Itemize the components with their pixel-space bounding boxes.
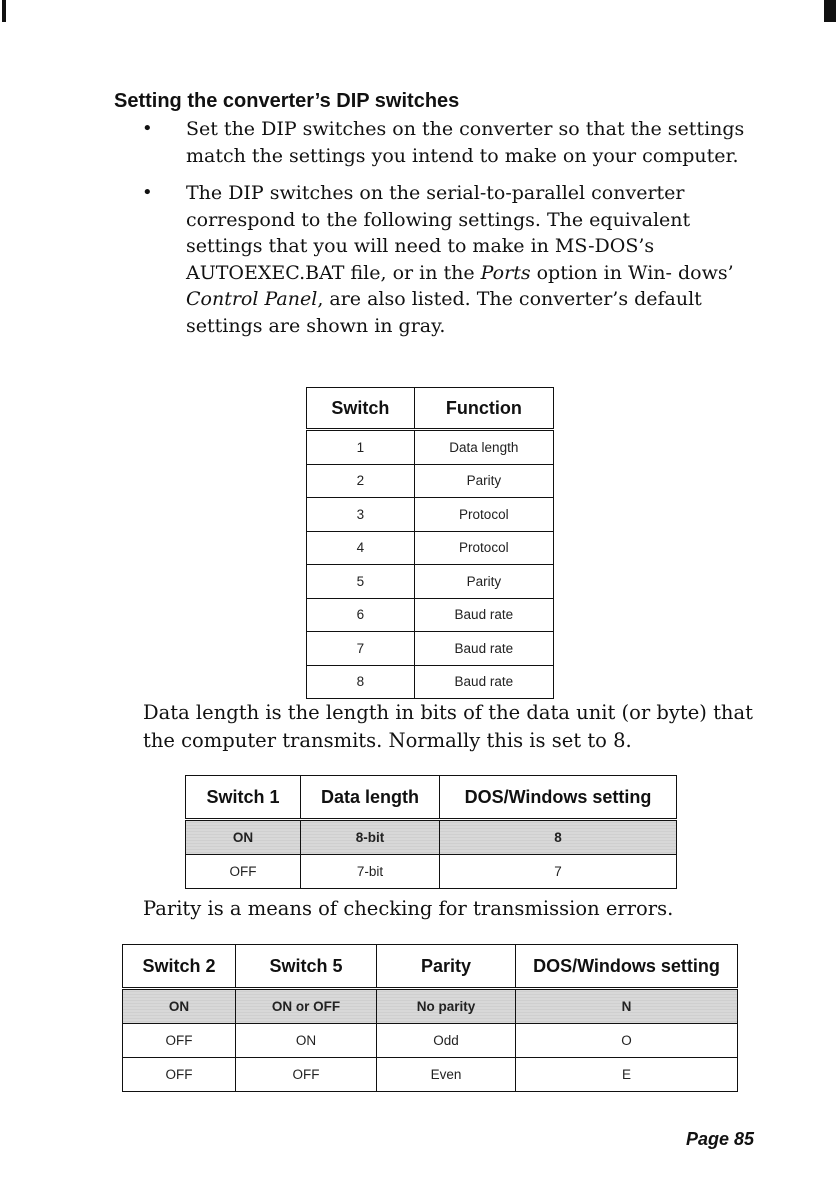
table-cell: 1 bbox=[307, 430, 415, 465]
control-panel-term: Control Panel bbox=[186, 288, 318, 310]
table-row bbox=[186, 855, 677, 889]
page-number: Page 85 bbox=[686, 1129, 755, 1149]
table-cell: Even bbox=[377, 1058, 516, 1092]
column-header: Switch bbox=[307, 388, 415, 430]
table-cell: Baud rate bbox=[414, 598, 553, 632]
column-header: Switch 5 bbox=[236, 945, 377, 989]
table-cell: Parity bbox=[414, 464, 553, 498]
bullet-item bbox=[114, 116, 754, 169]
table-cell: 2 bbox=[307, 464, 415, 498]
bullet-item bbox=[114, 180, 754, 339]
instruction-list bbox=[114, 116, 754, 350]
table-cell: 8 bbox=[307, 665, 415, 699]
table-cell: E bbox=[516, 1058, 738, 1092]
bullet-text: Set the DIP switches on the converter so that the settings match the settings you intend to make on your computer. bbox=[186, 118, 745, 167]
table-cell: OFF bbox=[186, 855, 301, 889]
column-header: Switch 2 bbox=[123, 945, 236, 989]
table-row bbox=[307, 665, 554, 699]
table-header-row bbox=[186, 776, 677, 820]
table-cell: ON bbox=[123, 989, 236, 1024]
ports-term: Ports bbox=[480, 261, 531, 284]
bullet-text-part: option in Win- dows’ bbox=[530, 261, 734, 284]
data-length-table bbox=[185, 775, 677, 889]
table-cell: Parity bbox=[414, 565, 553, 599]
table-cell: Baud rate bbox=[414, 632, 553, 666]
table-row bbox=[307, 598, 554, 632]
table-cell: OFF bbox=[123, 1024, 236, 1058]
table-cell: N bbox=[516, 989, 738, 1024]
column-header: DOS/Windows setting bbox=[516, 945, 738, 989]
table-header-row bbox=[123, 945, 738, 989]
table-row-default bbox=[186, 820, 677, 855]
table-row bbox=[307, 632, 554, 666]
table-cell: 8-bit bbox=[301, 820, 440, 855]
table-row bbox=[307, 430, 554, 465]
table-cell: Odd bbox=[377, 1024, 516, 1058]
column-header: Data length bbox=[301, 776, 440, 820]
parity-table bbox=[122, 944, 738, 1092]
data-length-paragraph: Data length is the length in bits of the data unit (or byte) that the computer transmits. Normally this is set to 8. bbox=[143, 701, 753, 752]
column-header: DOS/Windows setting bbox=[440, 776, 677, 820]
table-cell: No parity bbox=[377, 989, 516, 1024]
table-cell: O bbox=[516, 1024, 738, 1058]
table-row-default bbox=[123, 989, 738, 1024]
table-cell: 8 bbox=[440, 820, 677, 855]
table-cell: ON bbox=[236, 1024, 377, 1058]
table-cell: 7 bbox=[440, 855, 677, 889]
table-cell: Baud rate bbox=[414, 665, 553, 699]
table-header-row bbox=[307, 388, 554, 430]
table-row bbox=[307, 464, 554, 498]
table-cell: 3 bbox=[307, 498, 415, 532]
table-cell: 7 bbox=[307, 632, 415, 666]
bullet-text-part: , are also listed. The converter’s default settings are shown in gray. bbox=[186, 288, 702, 337]
table-row bbox=[123, 1058, 738, 1092]
column-header: Parity bbox=[377, 945, 516, 989]
table-row bbox=[123, 1024, 738, 1058]
table-cell: 5 bbox=[307, 565, 415, 599]
table-cell: 4 bbox=[307, 531, 415, 565]
parity-paragraph: Parity is a means of checking for transmission errors. bbox=[143, 897, 674, 920]
bullet-text-part: The DIP switches on the serial-to-parallel converter correspond to the following settings. The equivalent settings that you will need to make in MS-DOS’s AUTOEXEC.BAT file, or in the bbox=[186, 182, 691, 284]
table-row bbox=[307, 565, 554, 599]
table-cell: 7-bit bbox=[301, 855, 440, 889]
table-cell: ON or OFF bbox=[236, 989, 377, 1024]
table-cell: Data length bbox=[414, 430, 553, 465]
switch-function-table bbox=[306, 387, 554, 699]
table-cell: ON bbox=[186, 820, 301, 855]
table-cell: OFF bbox=[123, 1058, 236, 1092]
table-cell: 6 bbox=[307, 598, 415, 632]
column-header: Function bbox=[414, 388, 553, 430]
table-row bbox=[307, 498, 554, 532]
column-header: Switch 1 bbox=[186, 776, 301, 820]
table-cell: Protocol bbox=[414, 498, 553, 532]
table-row bbox=[307, 531, 554, 565]
table-cell: OFF bbox=[236, 1058, 377, 1092]
crop-mark-right bbox=[824, 0, 836, 22]
table-cell: Protocol bbox=[414, 531, 553, 565]
section-heading: Setting the converter’s DIP switches bbox=[114, 90, 460, 112]
crop-mark-left bbox=[2, 0, 6, 22]
